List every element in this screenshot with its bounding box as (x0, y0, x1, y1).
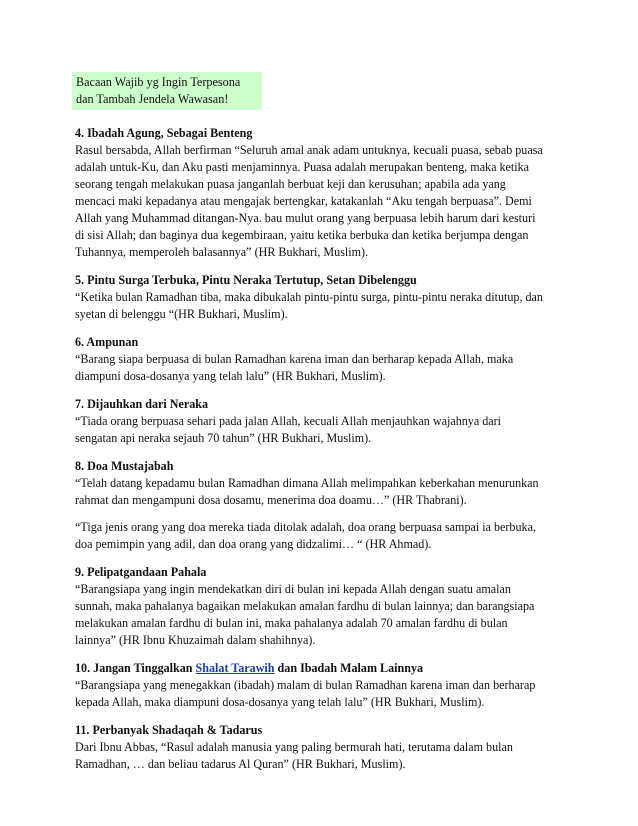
section-9 (75, 564, 575, 649)
text-line: “Barang siapa berpuasa di bulan Ramadhan karena iman dan berharap kepada Allah, maka (75, 352, 514, 366)
text-line: “Ketika bulan Ramadhan tiba, maka dibukalah pintu-pintu surga, pintu-pintu neraka ditutup, dan (75, 290, 543, 304)
shalat-tarawih-link[interactable]: Shalat Tarawih (195, 661, 275, 675)
text-line: Ramadhan, … dan beliau tadarus Al Quran” (HR Bukhari, Muslim). (75, 757, 406, 771)
highlight-banner (72, 72, 262, 110)
section-text (75, 413, 575, 447)
section-heading: 5. Pintu Surga Terbuka, Pintu Neraka Tertutup, Setan Dibelenggu (75, 273, 417, 287)
section-text (75, 142, 575, 261)
section-5 (75, 272, 575, 323)
section-text (75, 581, 575, 649)
text-line: kepada Allah, maka diampuni dosa-dosanya yang telah lalu” (HR Bukhari, Muslim). (75, 695, 485, 709)
text-line: mencaci maki kepadanya atau mengajak bertengkar, katakanlah “Aku tengah berpuasa”. Demi (75, 194, 532, 208)
section-8 (75, 458, 575, 553)
text-line: sunnah, maka pahalanya bagaikan melakukan amalan fardhu di bulan lainnya; dan barangsiapa (75, 599, 535, 613)
text-line: sengatan api neraka sejauh 70 tahun” (HR Bukhari, Muslim). (75, 431, 372, 445)
section-6 (75, 334, 575, 385)
text-line: Allah yang Muhammad ditangan-Nya. bau mulut orang yang berpuasa lebih harum dari kesturi (75, 211, 536, 225)
section-text (75, 519, 575, 553)
section-text (75, 289, 575, 323)
section-heading: 9. Pelipatgandaan Pahala (75, 565, 207, 579)
section-text (75, 351, 575, 385)
text-line: adalah untuk-Ku, dan Aku pasti menjaminnya. Puasa adalah merupakan benteng, maka ketika (75, 160, 530, 174)
section-11 (75, 722, 575, 773)
section-heading: 4. Ibadah Agung, Sebagai Benteng (75, 126, 253, 140)
text-line: di sisi Allah; dan baginya dua kegembiraan, yaitu ketika berbuka dan ketika berjumpa dengan (75, 228, 529, 242)
section-heading: 7. Dijauhkan dari Neraka (75, 397, 209, 411)
text-line: syetan di belenggu “(HR Bukhari, Muslim). (75, 307, 288, 321)
section-heading: 8. Doa Mustajabah (75, 459, 174, 473)
text-line: “Tiada orang berpuasa sehari pada jalan Allah, kecuali Allah menjauhkan wajahnya dari (75, 414, 502, 428)
section-text (75, 677, 575, 711)
text-line: melakukan amalan fardhu di bulan ini, maka pahalanya adalah 70 amalan fardhu di bulan (75, 616, 508, 630)
heading-prefix: 10. Jangan Tinggalkan (75, 661, 196, 675)
text-line: Dari Ibnu Abbas, “Rasul adalah manusia yang paling bermurah hati, terutama dalam bulan (75, 740, 513, 754)
section-7 (75, 396, 575, 447)
banner-line-2: dan Tambah Jendela Wawasan! (76, 92, 229, 106)
section-4 (75, 125, 575, 261)
text-line: lainnya” (HR Ibnu Khuzaimah dalam shahihnya). (75, 633, 316, 647)
text-line: Rasul bersabda, Allah berfirman “Seluruh amal anak adam untuknya, kecuali puasa, sebab puasa (75, 143, 543, 157)
heading-suffix: dan Ibadah Malam Lainnya (274, 661, 424, 675)
section-heading: 6. Ampunan (75, 335, 139, 349)
text-line: diampuni dosa-dosanya yang telah lalu” (HR Bukhari, Muslim). (75, 369, 386, 383)
text-line: Tuhannya, memperoleh balasannya” (HR Bukhari, Muslim). (75, 245, 369, 259)
banner-line-1: Bacaan Wajib yg Ingin Terpesona (76, 75, 241, 89)
text-line: rahmat dan mengampuni dosa dosamu, menerima doa doamu…” (HR Thabrani). (75, 493, 467, 507)
section-text (75, 475, 575, 509)
text-line: doa pemimpin yang adil, dan doa orang yang didzalimi… “ (HR Ahmad). (75, 537, 432, 551)
section-heading (75, 660, 575, 677)
text-line: seorang tengah melakukan puasa janganlah berbuat keji dan kerusuhan; apabila ada yang (75, 177, 506, 191)
text-line: “Barangsiapa yang ingin mendekatkan diri di bulan ini kepada Allah dengan suatu amalan (75, 582, 511, 596)
text-line: “Telah datang kepadamu bulan Ramadhan dimana Allah melimpahkan keberkahan menurunkan (75, 476, 539, 490)
document-body (75, 125, 575, 784)
section-text (75, 739, 575, 773)
text-line: “Tiga jenis orang yang doa mereka tiada ditolak adalah, doa orang berpuasa sampai ia berbuka, (75, 520, 536, 534)
section-heading: 11. Perbanyak Shadaqah & Tadarus (75, 723, 263, 737)
text-line: “Barangsiapa yang menegakkan (ibadah) malam di bulan Ramadhan karena iman dan berharap (75, 678, 536, 692)
section-10 (75, 660, 575, 711)
